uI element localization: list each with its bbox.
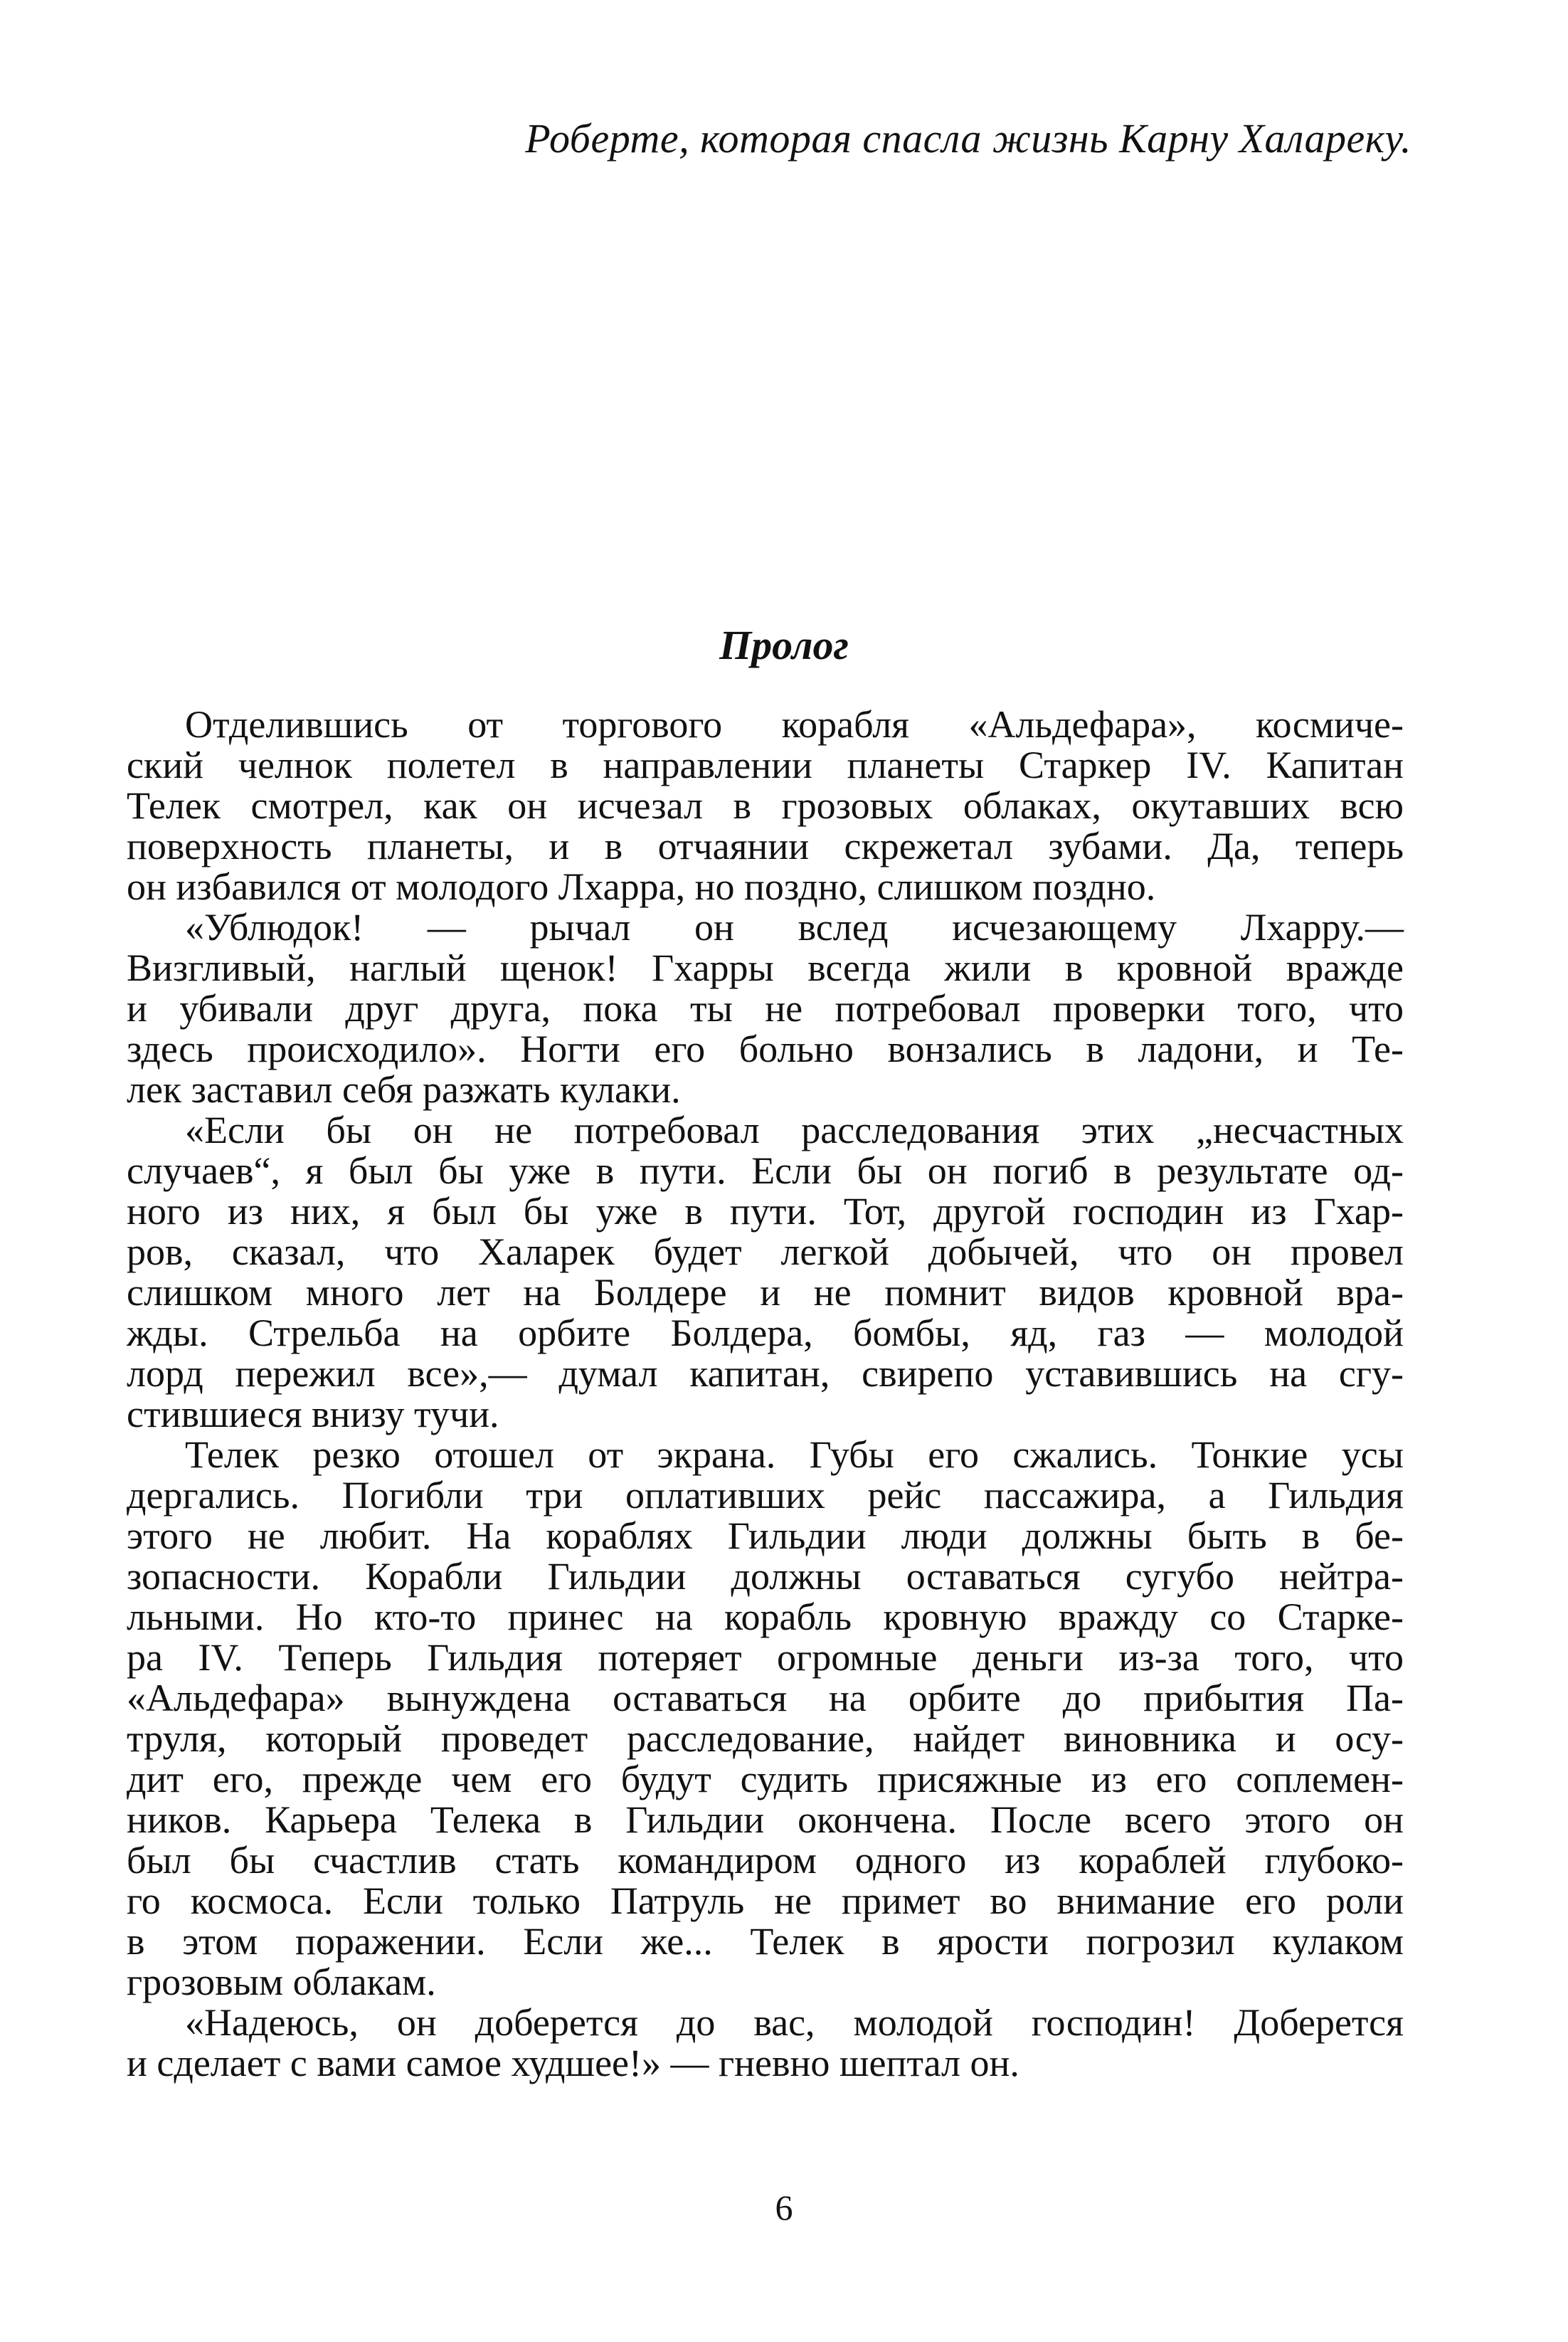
text-line: «Надеюсь, он доберется до вас, молодой господин! Доберется	[185, 2001, 1404, 2044]
text-line: дергались. Погибли три оплативших рейс пассажира, а Гильдия	[127, 1474, 1404, 1517]
text-line: «Если бы он не потребовал расследования этих „несчастных	[185, 1109, 1404, 1151]
body-text	[127, 705, 1404, 2084]
text-line: Телек смотрел, как он исчезал в грозовых облаках, окутавших всю	[127, 784, 1404, 827]
text-line: и сделает с вами самое худшее!» — гневно шептал он.	[127, 2042, 1019, 2084]
text-line: ного из них, я был бы уже в пути. Тот, другой господин из Гхар-	[127, 1190, 1404, 1233]
page-number: 6	[775, 2188, 793, 2227]
text-line: случаев“, я был бы уже в пути. Если бы он погиб в результате од-	[127, 1149, 1404, 1192]
text-line: был бы счастлив стать командиром одного из кораблей глубоко-	[127, 1839, 1404, 1882]
text-line: дит его, прежде чем его будут судить присяжные из его соплемен-	[127, 1758, 1404, 1800]
paragraph	[127, 1110, 1404, 1435]
text-line: он избавился от молодого Лхарра, но поздно, слишком поздно.	[127, 865, 1156, 908]
text-line: ров, сказал, что Халарек будет легкой добычей, что он провел	[127, 1230, 1404, 1273]
text-line: зопасности. Корабли Гильдии должны оставаться сугубо нейтра-	[127, 1555, 1404, 1598]
text-line: Отделившись от торгового корабля «Альдефара», космиче-	[185, 703, 1404, 746]
text-line: Визгливый, наглый щенок! Гхарры всегда жили в кровной вражде	[127, 946, 1404, 989]
text-line: стившиеся внизу тучи.	[127, 1393, 499, 1435]
text-line: поверхность планеты, и в отчаянии скрежетал зубами. Да, теперь	[127, 825, 1404, 867]
text-line: здесь происходило». Ногти его больно вонзались в ладони, и Те-	[127, 1028, 1404, 1070]
text-line: ский челнок полетел в направлении планеты Старкер IV. Капитан	[127, 744, 1404, 786]
text-line: слишком много лет на Болдере и не помнит видов кровной вра-	[127, 1271, 1404, 1314]
text-line: «Альдефара» вынуждена оставаться на орбите до прибытия Па-	[127, 1677, 1404, 1719]
text-line: грозовым облакам.	[127, 1961, 436, 2003]
text-line: и убивали друг друга, пока ты не потребовал проверки того, что	[127, 987, 1404, 1030]
paragraph	[127, 907, 1404, 1110]
text-line: лек заставил себя разжать кулаки.	[127, 1068, 681, 1111]
text-line: «Ублюдок! — рычал он вслед исчезающему Лхарру.—	[185, 906, 1404, 949]
paragraph	[127, 705, 1404, 907]
paragraph	[127, 1435, 1404, 2003]
text-line: в этом поражении. Если же... Телек в ярости погрозил кулаком	[127, 1920, 1404, 1963]
text-line: лорд пережил все»,— думал капитан, свирепо уставившись на сгу-	[127, 1352, 1404, 1395]
text-line: го космоса. Если только Патруль не примет во внимание его роли	[127, 1879, 1404, 1922]
paragraph	[127, 2003, 1404, 2084]
text-line: льными. Но кто-то принес на корабль кровную вражду со Старке-	[127, 1595, 1404, 1638]
text-line: труля, который проведет расследование, найдет виновника и осу-	[127, 1717, 1404, 1760]
dedication: Роберте, которая спасла жизнь Карну Халареку.	[525, 115, 1411, 162]
text-line: жды. Стрельба на орбите Болдера, бомбы, яд, газ — молодой	[127, 1312, 1404, 1354]
chapter-title: Пролог	[719, 622, 849, 668]
text-line: ра IV. Теперь Гильдия потеряет огромные деньги из-за того, что	[127, 1636, 1404, 1679]
text-line: этого не любит. На кораблях Гильдии люди должны быть в бе-	[127, 1514, 1404, 1557]
text-line: ников. Карьера Телека в Гильдии окончена. После всего этого он	[127, 1798, 1404, 1841]
text-line: Телек резко отошел от экрана. Губы его сжались. Тонкие усы	[185, 1433, 1404, 1476]
